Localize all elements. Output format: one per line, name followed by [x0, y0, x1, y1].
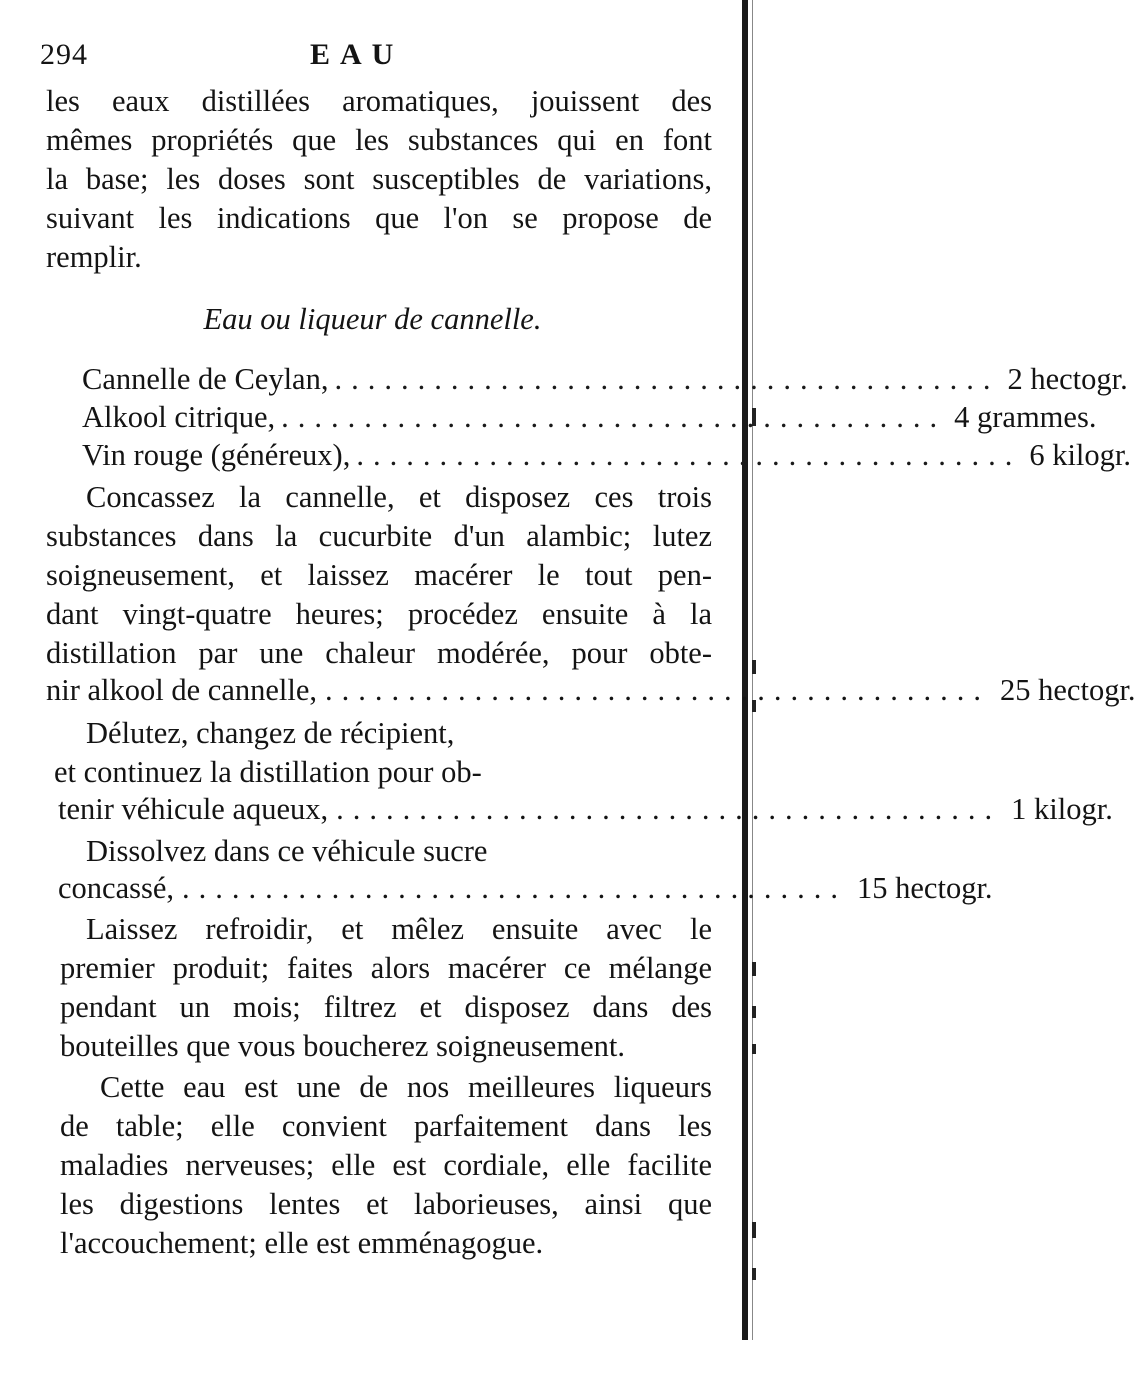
ingredient-name: Vin rouge (généreux), — [82, 438, 351, 472]
ingredient-name: Alkool citrique, — [82, 400, 276, 434]
yield-qty: 25 hectogr. — [1000, 673, 1136, 707]
page-header — [40, 38, 740, 78]
dot-leader: ........................................ — [336, 792, 1002, 826]
ingredient-row — [82, 400, 1097, 435]
dot-leader: ........................................ — [334, 362, 1000, 396]
edge-mark — [752, 1268, 756, 1280]
step-line: bouteilles que vous boucherez soigneusement. — [60, 1029, 625, 1063]
intro-line: suivant les indications que l'on se propose de — [46, 201, 712, 235]
ingredient-qty: 6 kilogr. — [1029, 438, 1131, 472]
step-line: et continuez la distillation pour ob- — [54, 755, 482, 789]
closing-line: de table; elle convient parfaitement dans les — [60, 1109, 712, 1143]
step-line: dant vingt-quatre heures; procédez ensuite à la — [46, 597, 712, 631]
running-head: EAU — [310, 38, 404, 71]
step-line: Concassez la cannelle, et disposez ces trois — [86, 480, 712, 514]
intro-line: remplir. — [46, 240, 142, 274]
ingredient-qty: 4 grammes. — [954, 400, 1097, 434]
dot-leader: ........................................ — [281, 400, 947, 434]
binding-edge — [742, 0, 748, 1340]
yield-qty: 1 kilogr. — [1011, 792, 1113, 826]
ingredient-name: Cannelle de Ceylan, — [82, 362, 329, 396]
closing-line: l'accouchement; elle est emménagogue. — [60, 1226, 544, 1260]
step-line: Laissez refroidir, et mêlez ensuite avec le — [86, 912, 712, 946]
intro-line: la base; les doses sont susceptibles de variations, — [46, 162, 712, 196]
closing-line: maladies nerveuses; elle est cordiale, elle facilite — [60, 1148, 712, 1182]
yield-qty: 15 hectogr. — [857, 871, 993, 905]
step-line: pendant un mois; filtrez et disposez dans des — [60, 990, 712, 1024]
yield-row — [58, 792, 1113, 827]
edge-mark — [752, 1006, 756, 1018]
step-line: distillation par une chaleur modérée, pour obte- — [46, 636, 712, 670]
yield-row — [58, 871, 993, 906]
ingredient-row — [82, 362, 1128, 397]
page-number: 294 — [40, 38, 88, 71]
dot-leader: ........................................ — [325, 673, 991, 707]
dot-leader: ........................................ — [356, 438, 1022, 472]
intro-line: mêmes propriétés que les substances qui en font — [46, 123, 712, 157]
edge-mark — [752, 1044, 756, 1054]
closing-line: les digestions lentes et laborieuses, ainsi que — [60, 1187, 712, 1221]
yield-text: concassé, — [58, 871, 175, 905]
step-line: substances dans la cucurbite d'un alambic; lutez — [46, 519, 712, 553]
edge-mark — [752, 1222, 756, 1238]
step-line: soigneusement, et laissez macérer le tout pen- — [46, 558, 712, 592]
ingredient-row — [82, 438, 1131, 473]
edge-mark — [752, 660, 756, 674]
recipe-title: Eau ou liqueur de cannelle. — [203, 302, 542, 336]
edge-mark — [752, 962, 756, 976]
intro-line: les eaux distillées aromatiques, jouissent des — [46, 84, 712, 118]
yield-text: nir alkool de cannelle, — [46, 673, 318, 707]
step-line: Délutez, changez de récipient, — [86, 716, 455, 750]
step-line: premier produit; faites alors macérer ce mélange — [60, 951, 712, 985]
ingredient-qty: 2 hectogr. — [1007, 362, 1128, 396]
yield-text: tenir véhicule aqueux, — [58, 792, 329, 826]
yield-row — [46, 673, 1136, 708]
closing-line: Cette eau est une de nos meilleures liqueurs — [100, 1070, 712, 1104]
dot-leader: ........................................ — [182, 871, 848, 905]
step-line: Dissolvez dans ce véhicule sucre — [86, 834, 488, 868]
